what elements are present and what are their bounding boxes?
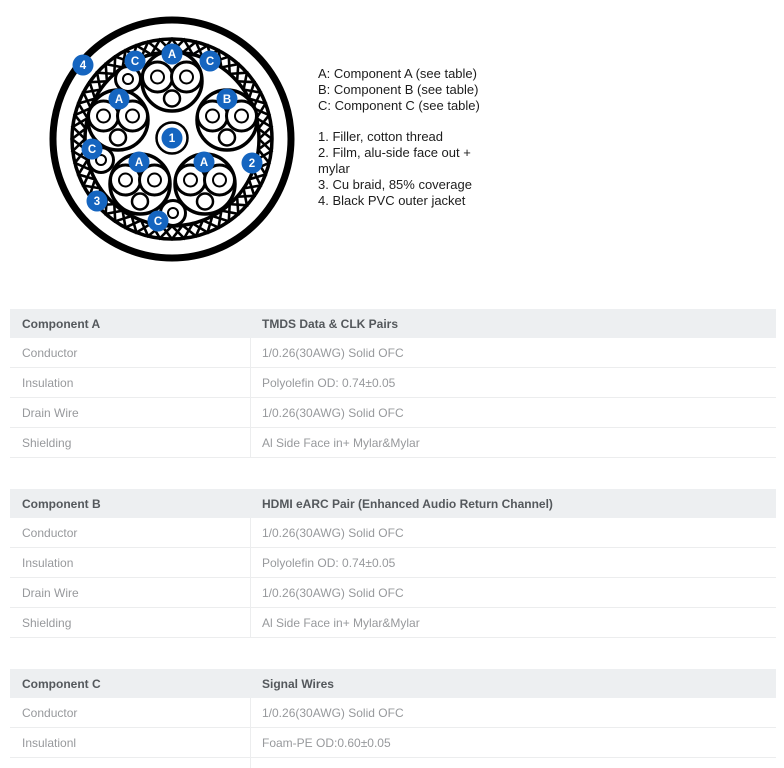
row-value: Polyolefin OD: 0.74±0.05 xyxy=(262,555,396,570)
row-value xyxy=(251,758,776,768)
marker-a-upper-left xyxy=(109,89,130,110)
marker-4 xyxy=(73,55,94,76)
table-row xyxy=(10,398,776,428)
legend-components xyxy=(318,66,504,114)
row-label: Drain Wire xyxy=(10,578,251,607)
marker-c-left xyxy=(82,139,103,160)
svg-text:C: C xyxy=(87,144,97,156)
legend-layers xyxy=(318,129,504,209)
diagram-legend xyxy=(318,66,504,209)
table-row xyxy=(10,608,776,638)
marker-c-top-left xyxy=(125,51,146,72)
svg-text:A: A xyxy=(134,157,144,169)
table-row xyxy=(10,518,776,548)
table-title: Component B xyxy=(22,496,101,511)
marker-a-lower-left xyxy=(129,152,150,173)
cable-cross-section-diagram xyxy=(40,12,304,268)
svg-text:C: C xyxy=(205,56,215,68)
table-row-cutoff xyxy=(10,758,776,768)
table-header-row xyxy=(10,669,776,698)
row-label: Shielding xyxy=(10,428,251,457)
spec-table-component-a xyxy=(10,309,776,458)
row-value: 1/0.26(30AWG) Solid OFC xyxy=(262,405,404,420)
row-value: 1/0.26(30AWG) Solid OFC xyxy=(262,705,404,720)
table-row xyxy=(10,728,776,758)
table-row xyxy=(10,428,776,458)
table-subtitle: Signal Wires xyxy=(262,676,334,691)
row-value: Al Side Face in+ Mylar&Mylar xyxy=(262,615,420,630)
table-row xyxy=(10,698,776,728)
row-label: Insulationl xyxy=(10,728,251,757)
row-value: 1/0.26(30AWG) Solid OFC xyxy=(262,585,404,600)
row-value: Foam-PE OD:0.60±0.05 xyxy=(262,735,391,750)
row-value: 1/0.26(30AWG) Solid OFC xyxy=(262,525,404,540)
legend-line: 3. Cu braid, 85% coverage xyxy=(318,177,472,192)
svg-text:C: C xyxy=(130,56,140,68)
spec-table-component-b xyxy=(10,489,776,638)
table-spacer xyxy=(10,638,776,669)
table-row xyxy=(10,578,776,608)
legend-line: A: Component A (see table) xyxy=(318,66,477,81)
row-value: Al Side Face in+ Mylar&Mylar xyxy=(262,435,420,450)
legend-line: 4. Black PVC outer jacket xyxy=(318,193,466,208)
table-spacer xyxy=(10,458,776,489)
svg-text:C: C xyxy=(153,216,163,228)
legend-line: B: Component B (see table) xyxy=(318,82,479,97)
table-subtitle: HDMI eARC Pair (Enhanced Audio Return Channel) xyxy=(262,496,553,511)
table-header-row xyxy=(10,489,776,518)
row-label: Conductor xyxy=(10,338,251,367)
table-title: Component C xyxy=(22,676,101,691)
table-row xyxy=(10,548,776,578)
table-row xyxy=(10,338,776,368)
marker-2 xyxy=(242,153,263,174)
svg-text:A: A xyxy=(114,94,124,106)
marker-b xyxy=(217,89,238,110)
svg-text:4: 4 xyxy=(79,60,87,72)
svg-text:B: B xyxy=(222,94,232,106)
table-header-row xyxy=(10,309,776,338)
row-label xyxy=(10,758,251,768)
marker-c-top-right xyxy=(200,51,221,72)
svg-text:A: A xyxy=(199,157,209,169)
marker-3 xyxy=(87,191,108,212)
row-label: Drain Wire xyxy=(10,398,251,427)
row-label: Shielding xyxy=(10,608,251,637)
marker-a-top xyxy=(162,44,183,65)
marker-a-lower-right xyxy=(194,152,215,173)
legend-line: 2. Film, alu-side face out + mylar xyxy=(318,145,471,176)
row-label: Conductor xyxy=(10,518,251,547)
row-value: Polyolefin OD: 0.74±0.05 xyxy=(262,375,396,390)
svg-text:1: 1 xyxy=(168,133,176,145)
row-label: Conductor xyxy=(10,698,251,727)
table-row xyxy=(10,368,776,398)
legend-line: C: Component C (see table) xyxy=(318,98,480,113)
svg-text:A: A xyxy=(167,49,177,61)
marker-1 xyxy=(162,128,183,149)
spec-table-component-c xyxy=(10,669,776,768)
spec-tables xyxy=(10,309,776,768)
table-subtitle: TMDS Data & CLK Pairs xyxy=(262,316,399,331)
legend-line: 1. Filler, cotton thread xyxy=(318,129,444,144)
table-title: Component A xyxy=(22,316,101,331)
marker-c-bottom xyxy=(148,211,169,232)
svg-text:2: 2 xyxy=(248,158,256,170)
row-label: Insulation xyxy=(10,548,251,577)
svg-text:3: 3 xyxy=(93,196,101,208)
row-value: 1/0.26(30AWG) Solid OFC xyxy=(262,345,404,360)
row-label: Insulation xyxy=(10,368,251,397)
